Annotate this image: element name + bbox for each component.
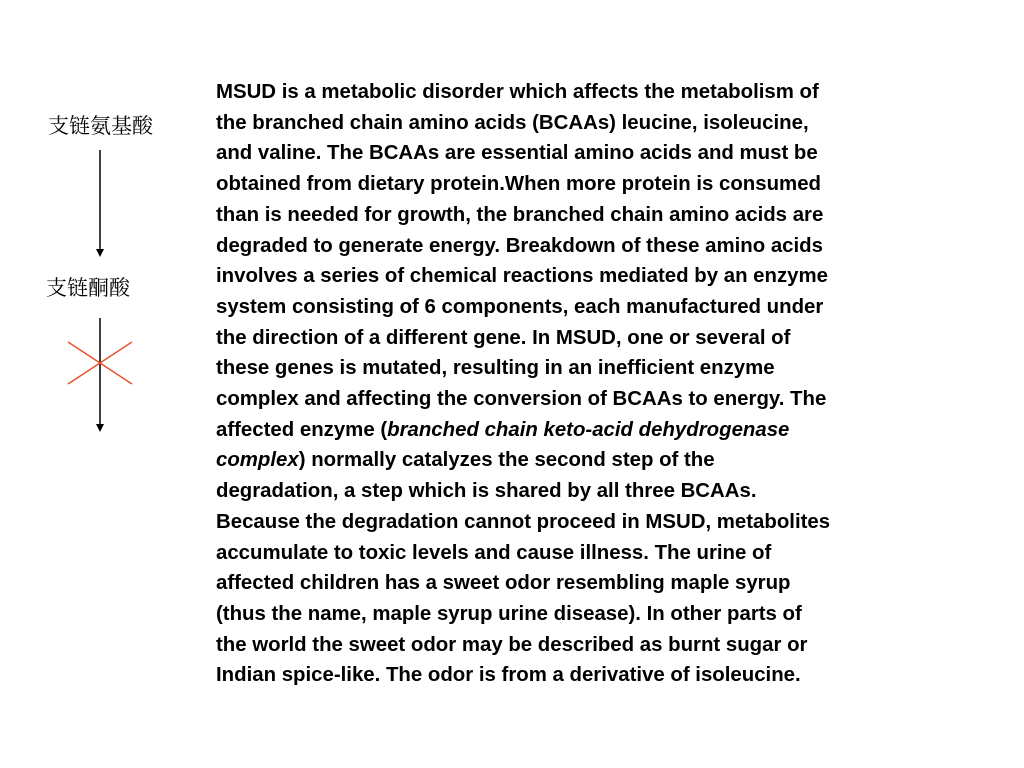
text-line: Indian spice-like. The odor is from a derivative of isoleucine.: [216, 664, 801, 687]
enzyme-prefix: affected enzyme (: [216, 418, 388, 441]
branched-chain-amino-acids-label: 支链氨基酸: [48, 114, 153, 138]
text-line: involves a series of chemical reactions mediated by an enzyme: [216, 265, 828, 288]
text-line: degradation, a step which is shared by all three BCAAs.: [216, 480, 757, 503]
msud-description: [216, 77, 1006, 691]
enzyme-name: branched chain keto-acid dehydrogenase: [387, 418, 790, 441]
branched-chain-keto-acids-label: 支链酮酸: [46, 276, 130, 300]
text-line: obtained from dietary protein.When more protein is consumed: [216, 173, 821, 196]
text-line: system consisting of 6 components, each manufactured under: [216, 295, 824, 318]
text-line: the world the sweet odor may be described as burnt sugar or: [216, 633, 808, 656]
text-line: the branched chain amino acids (BCAAs) leucine, isoleucine,: [216, 111, 809, 134]
enzyme-suffix: ) normally catalyzes the second step of the: [298, 449, 715, 472]
text-line: MSUD is a metabolic disorder which affects the metabolism of: [216, 81, 819, 103]
text-line: accumulate to toxic levels and cause illness. The urine of: [216, 541, 772, 564]
text-line: [216, 415, 1006, 446]
text-line: than is needed for growth, the branched chain amino acids are: [216, 203, 824, 226]
text-line: [216, 445, 1006, 476]
text-line: Because the degradation cannot proceed in MSUD, metabolites: [216, 510, 831, 533]
text-line: these genes is mutated, resulting in an inefficient enzyme: [216, 357, 775, 380]
text-line: (thus the name, maple syrup urine disease). In other parts of: [216, 602, 802, 625]
text-line: and valine. The BCAAs are essential amino acids and must be: [216, 142, 818, 165]
enzyme-name-continued: complex: [216, 449, 299, 472]
text-line: affected children has a sweet odor resembling maple syrup: [216, 572, 791, 595]
text-line: degraded to generate energy. Breakdown of these amino acids: [216, 234, 823, 257]
text-line: the direction of a different gene. In MSUD, one or several of: [216, 326, 791, 349]
text-line: complex and affecting the conversion of BCAAs to energy. The: [216, 388, 827, 411]
